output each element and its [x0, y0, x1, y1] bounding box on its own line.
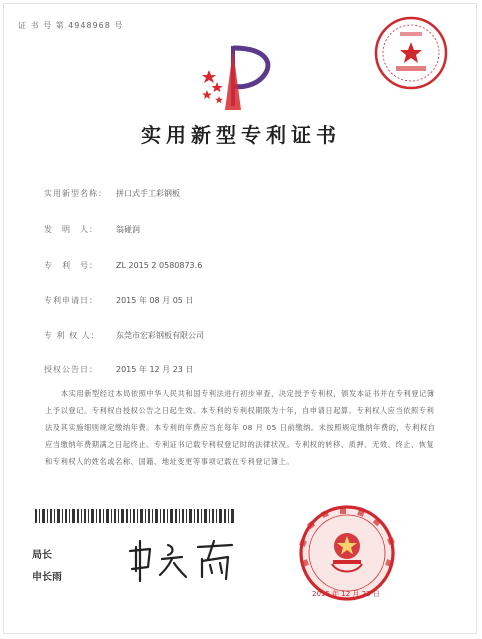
director-title: 局长	[32, 550, 52, 561]
utility-model-name-value: 拼口式手工彩钢板	[116, 189, 180, 198]
inventor-value: 翁碰润	[116, 225, 140, 234]
director-name: 申长雨	[32, 572, 62, 583]
handwritten-signature-icon	[128, 537, 248, 583]
inventor-label: 发 明 人：	[44, 225, 98, 234]
patentee-label: 专 利 权 人：	[44, 331, 100, 340]
certificate-title: 实用新型专利证书	[141, 123, 341, 147]
utility-model-name-label: 实用新型名称：	[44, 189, 107, 198]
utility-model-name-row	[44, 188, 180, 199]
filing-date-value: 2015 年 08 月 05 日	[116, 296, 194, 305]
barcode-icon	[35, 509, 235, 523]
grant-date-value: 2015 年 12 月 23 日	[116, 365, 194, 374]
inventor-row	[44, 224, 140, 235]
grant-date-row	[44, 364, 193, 375]
certificate-number: 证 书 号 第 4948968 号	[18, 21, 124, 30]
patentee-row	[44, 330, 204, 341]
sipo-logo-icon	[195, 40, 275, 112]
grant-date-label: 授权公告日：	[44, 365, 98, 374]
patent-number-label: 专 利 号：	[44, 261, 98, 270]
filing-date-label: 专利申请日：	[44, 296, 98, 305]
official-seal-top-icon	[372, 14, 450, 92]
patent-number-row	[44, 260, 202, 271]
filing-date-row	[44, 295, 193, 306]
certificate-body-text: 本实用新型经过本局依照中华人民共和国专利法进行初步审查，决定授予专利权，颁发本证书并在专利登记簿上予以登记。专利权自授权公告之日起生效。本专利的专利权期限为十年，自申请日起算。专利权人应当依照专利法及其实施细则规定缴纳年费。本专利的年费应当在每年 08 月 05 日前缴纳。未按照规定缴纳年费的，专利权自应当缴纳年费期满之日起终止。专利证书记载专利权登记时的法律状况。专利权的转移、质押、无效、终止、恢复和专利权人的姓名或名称、国籍、地址变更等事项记载在专利登记簿上。	[45, 389, 436, 466]
patentee-value: 东莞市宏彩钢板有限公司	[116, 331, 204, 340]
patent-number-value: ZL 2015 2 0580873.6	[116, 261, 203, 270]
seal-date: 2015 年 12 月 23 日	[312, 590, 380, 598]
